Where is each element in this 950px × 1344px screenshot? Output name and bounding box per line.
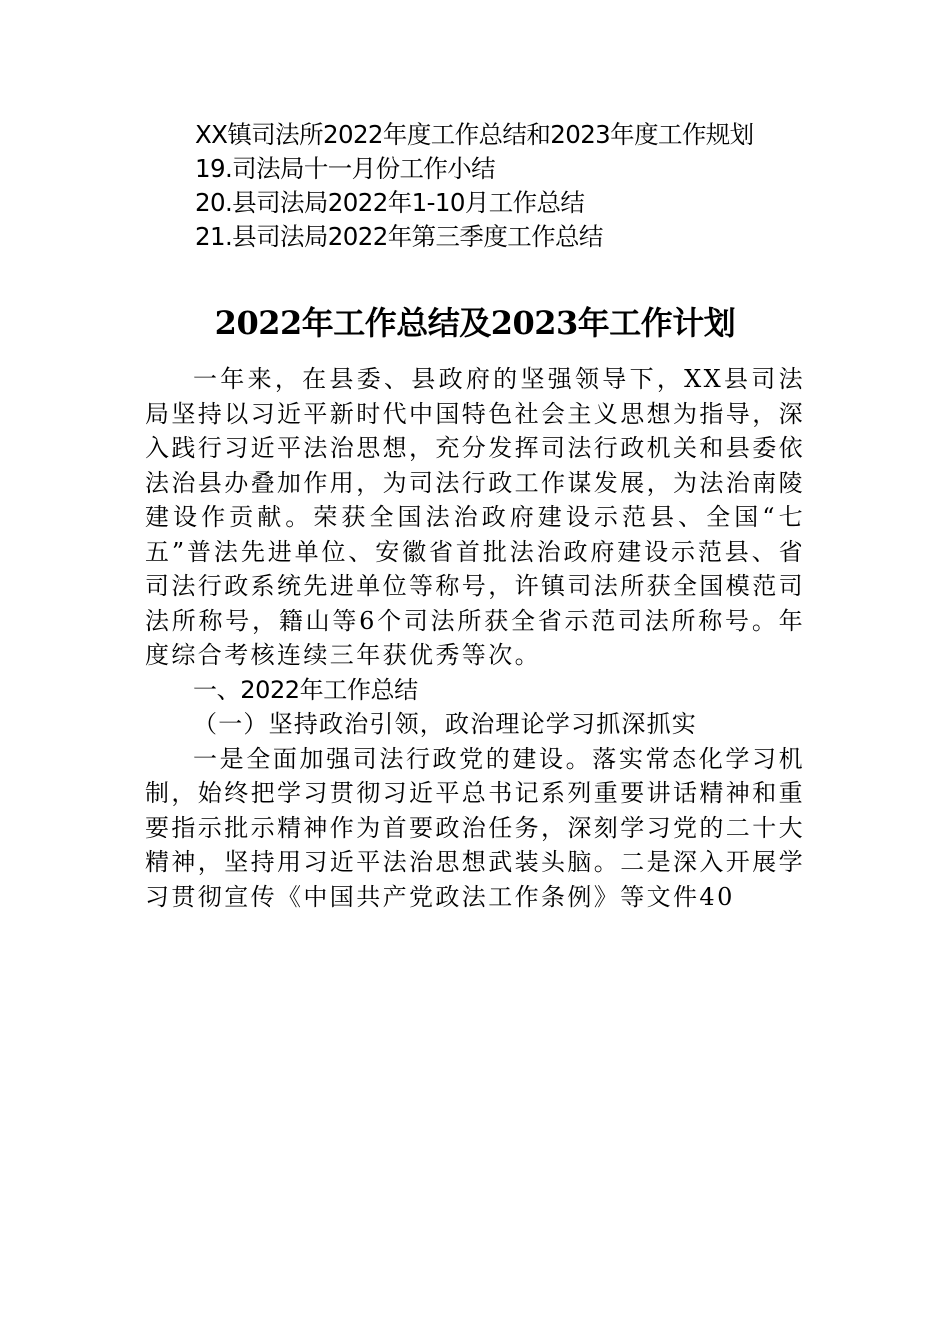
table-of-contents	[145, 118, 810, 254]
toc-item[interactable]: XX镇司法所2022年度工作总结和2023年度工作规划	[195, 120, 754, 149]
toc-item[interactable]: 21.县司法局2022年第三季度工作总结	[195, 222, 603, 251]
body-paragraph: 一是全面加强司法行政党的建设。落实常态化学习机制，始终把学习贯彻习近平总书记系列重要讲话精神和重要指示批示精神作为首要政治任务，深刻学习党的二十大精神，坚持用习近平法治思想武装头脑。二是深入开展学习贯彻宣传《中国共产党政法工作条例》等文件40	[145, 744, 805, 911]
section-heading: 一、2022年工作总结	[193, 675, 418, 704]
toc-item[interactable]: 19.司法局十一月份工作小结	[195, 154, 496, 183]
toc-item[interactable]: 20.县司法局2022年1-10月工作总结	[195, 188, 585, 217]
subsection-heading: （一）坚持政治引领，政治理论学习抓深抓实	[193, 710, 697, 738]
document-title: 2022年工作总结及2023年工作计划	[214, 304, 736, 342]
intro-paragraph: 一年来，在县委、县政府的坚强领导下，XX县司法局坚持以习近平新时代中国特色社会主义思想为指导，深入践行习近平法治思想，充分发挥司法行政机关和县委依法治县办叠加作用，为司法行政工作谋发展，为法治南陵建设作贡献。荣获全国法治政府建设示范县、全国“七五”普法先进单位、安徽省首批法治政府建设示范县、省司法行政系统先进单位等称号，许镇司法所获全国模范司法所称号，籍山等6个司法所获全省示范司法所称号。年度综合考核连续三年获优秀等次。	[145, 365, 805, 669]
document-body	[145, 362, 805, 914]
